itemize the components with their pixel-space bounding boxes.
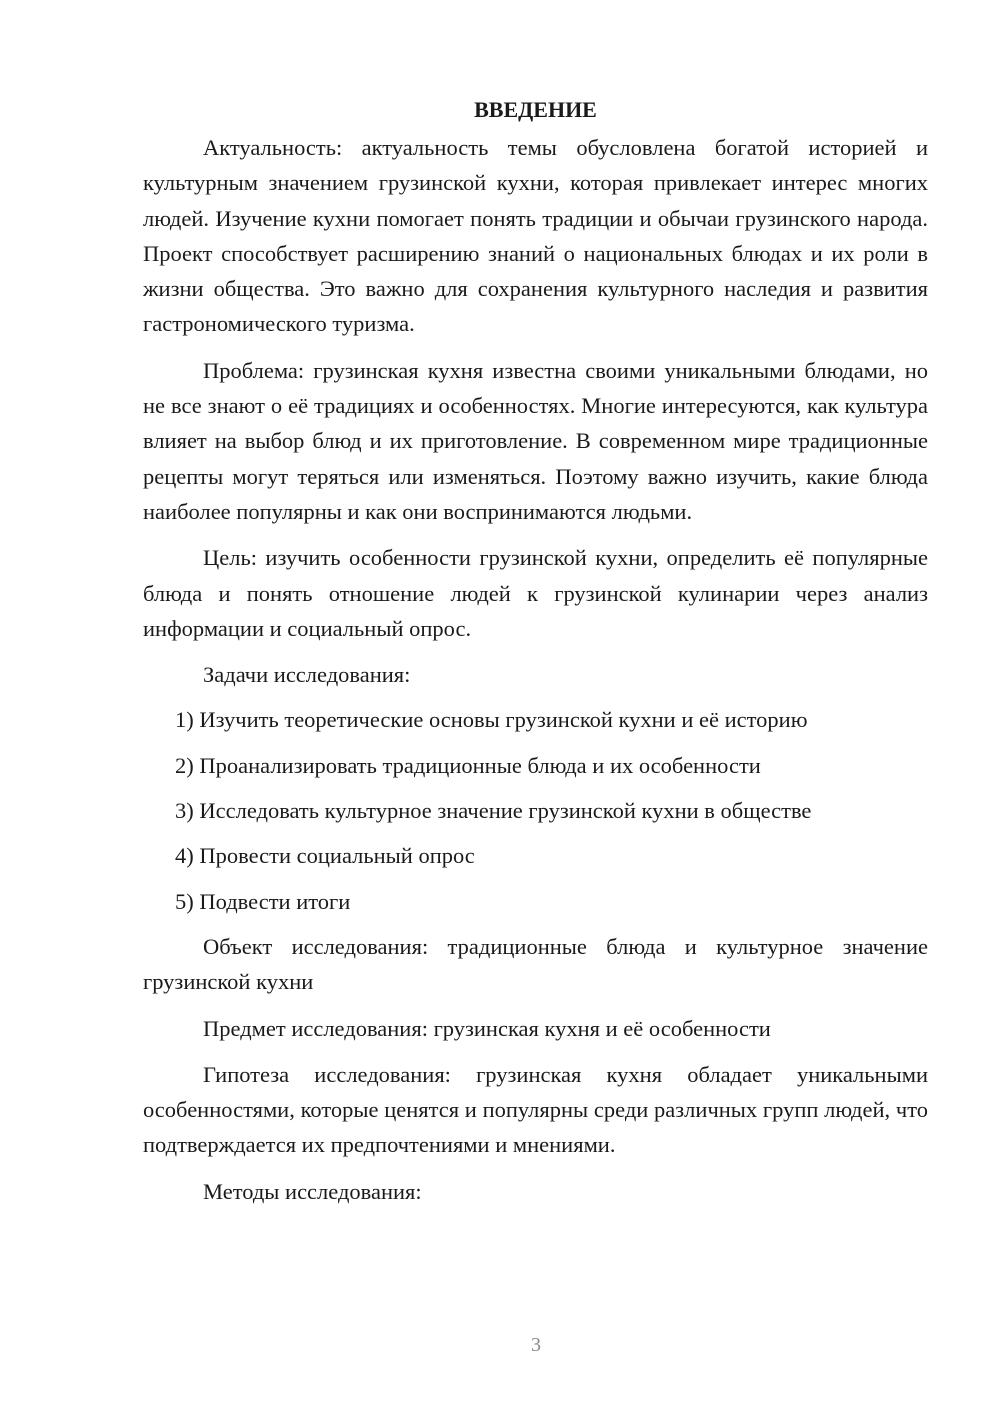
task-item: 5) Подвести итоги xyxy=(175,888,351,914)
subject-paragraph: Предмет исследования: грузинская кухня и её особенности xyxy=(203,1015,771,1041)
object-paragraph: Объект исследования: традиционные блюда и культурное значение грузинской кухни xyxy=(143,933,928,995)
goal-paragraph: Цель: изучить особенности грузинской кухни, определить её популярные блюда и понять отношение людей к грузинской кулинарии через анализ информации и социальный опрос. xyxy=(143,545,928,641)
tasks-list xyxy=(143,702,928,918)
section-title: ВВЕДЕНИЕ xyxy=(474,97,597,122)
page-number: 3 xyxy=(531,1334,541,1356)
document-page xyxy=(143,95,928,1219)
methods-heading: Методы исследования: xyxy=(203,1178,422,1204)
task-item: 2) Проанализировать традиционные блюда и их особенности xyxy=(175,752,761,778)
task-item: 1) Изучить теоретические основы грузинской кухни и её историю xyxy=(175,707,808,733)
task-item: 3) Исследовать культурное значение грузинской кухни в обществе xyxy=(175,798,812,824)
tasks-heading: Задачи исследования: xyxy=(203,662,411,688)
hypothesis-paragraph: Гипотеза исследования: грузинская кухня обладает уникальными особенностями, которые ценятся и популярны среди различных групп людей, что подтверждается их предпочтениями и мнениями. xyxy=(143,1061,928,1158)
task-item: 4) Провести социальный опрос xyxy=(175,843,475,869)
relevance-paragraph: Актуальность: актуальность темы обусловлена богатой историей и культурным значением грузинской кухни, которая привлекает интерес многих людей. Изучение кухни помогает понять традиции и обычаи грузинского народа. Проект способствует расширению знаний о национальных блюдах и их роли в жизни общества. Это важно для сохранения культурного наследия и развития гастрономического туризма. xyxy=(143,135,928,337)
problem-paragraph: Проблема: грузинская кухня известна своими уникальными блюдами, но не все знают о её традициях и особенностях. Многие интересуются, как культура влияет на выбор блюд и их приготовление. В современном мире традиционные рецепты могут теряться или изменяться. Поэтому важно изучить, какие блюда наиболее популярны и как они воспринимаются людьми. xyxy=(143,357,928,524)
